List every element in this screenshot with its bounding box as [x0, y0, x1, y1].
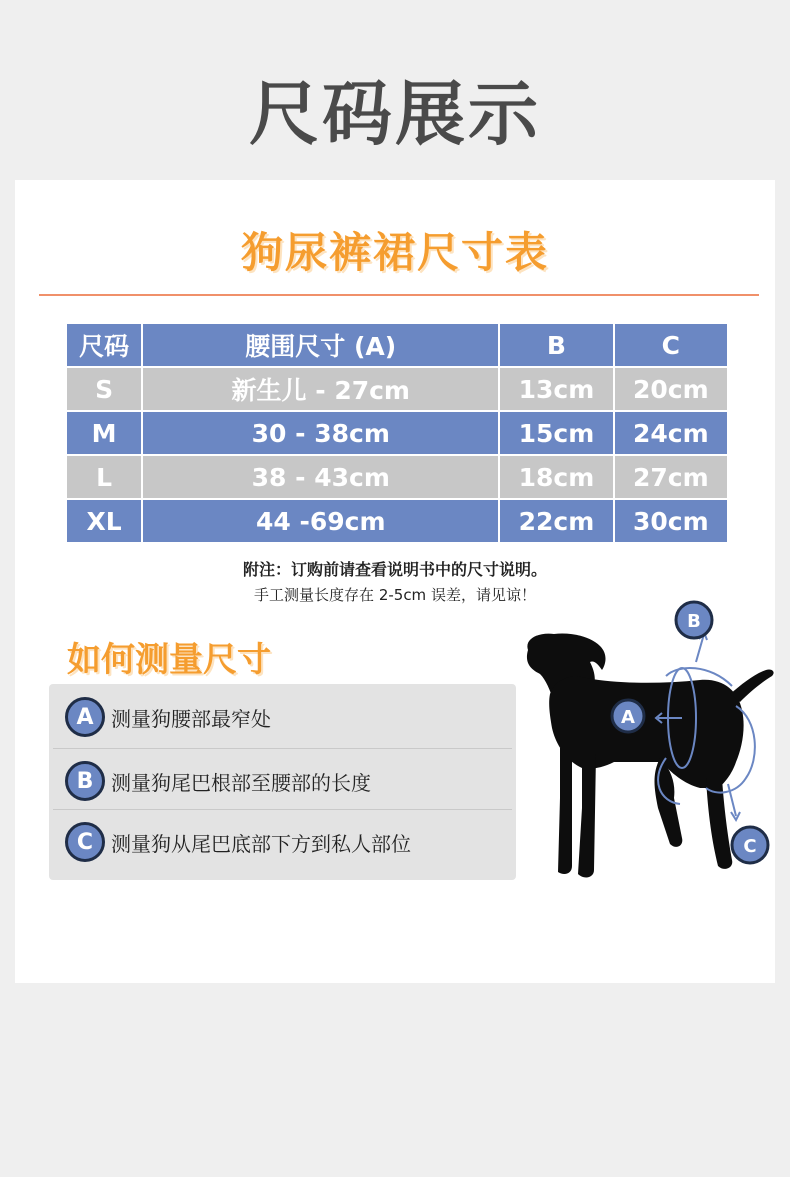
- table-cell: 24cm: [615, 412, 727, 454]
- table-cell: 15cm: [500, 412, 612, 454]
- label-a-icon: [612, 700, 644, 732]
- table-cell: 18cm: [500, 456, 612, 498]
- table-cell: 20cm: [615, 368, 727, 410]
- size-chart-card: [15, 180, 775, 983]
- label-c-icon: [732, 827, 768, 863]
- size-table: [65, 322, 729, 544]
- size-chart-title: 狗尿裤裙尺寸表: [240, 228, 549, 277]
- table-cell: M: [67, 412, 141, 454]
- table-cell: 30 - 38cm: [143, 412, 498, 454]
- table-cell: 30cm: [615, 500, 727, 542]
- title-divider: [39, 294, 759, 296]
- label-b-icon: [676, 602, 712, 638]
- row-divider: [53, 748, 512, 749]
- list-item: [53, 750, 512, 812]
- dog-measurement-diagram: [510, 598, 775, 898]
- measure-text: 测量狗从尾巴底部下方到私人部位: [111, 831, 411, 856]
- measure-text: 测量狗腰部最窄处: [111, 706, 271, 731]
- table-row: [67, 412, 727, 454]
- note-line-1: 附注：订购前请查看说明书中的尺寸说明。: [242, 560, 547, 579]
- table-cell: 新生儿 - 27cm: [143, 368, 498, 410]
- list-item: [53, 811, 512, 873]
- label-c-text: C: [743, 836, 757, 857]
- page-title: 尺码展示: [249, 73, 541, 155]
- table-cell: 27cm: [615, 456, 727, 498]
- table-header-cell: C: [615, 324, 727, 366]
- table-row: [67, 456, 727, 498]
- table-cell: 13cm: [500, 368, 612, 410]
- table-cell: L: [67, 456, 141, 498]
- badge-c-icon: C: [65, 822, 105, 862]
- table-header-cell: 尺码: [67, 324, 141, 366]
- badge-a-icon: A: [65, 697, 105, 737]
- measure-text: 测量狗尾巴根部至腰部的长度: [111, 770, 371, 795]
- table-row: [67, 368, 727, 410]
- label-b-text: B: [687, 611, 701, 632]
- table-header-cell: B: [500, 324, 612, 366]
- list-item: [53, 686, 512, 748]
- table-cell: 22cm: [500, 500, 612, 542]
- table-row: [67, 500, 727, 542]
- row-divider: [53, 809, 512, 810]
- badge-b-icon: B: [65, 761, 105, 801]
- table-header-cell: 腰围尺寸 (A): [143, 324, 498, 366]
- table-header-row: [67, 324, 727, 366]
- table-cell: S: [67, 368, 141, 410]
- table-cell: 38 - 43cm: [143, 456, 498, 498]
- table-cell: XL: [67, 500, 141, 542]
- measure-title: 如何测量尺寸: [67, 640, 271, 680]
- table-cell: 44 -69cm: [143, 500, 498, 542]
- label-a-text: A: [621, 707, 635, 728]
- note-line-2: 手工测量长度存在 2-5cm 误差，请见谅！: [254, 586, 536, 604]
- measure-instructions-panel: [49, 684, 516, 880]
